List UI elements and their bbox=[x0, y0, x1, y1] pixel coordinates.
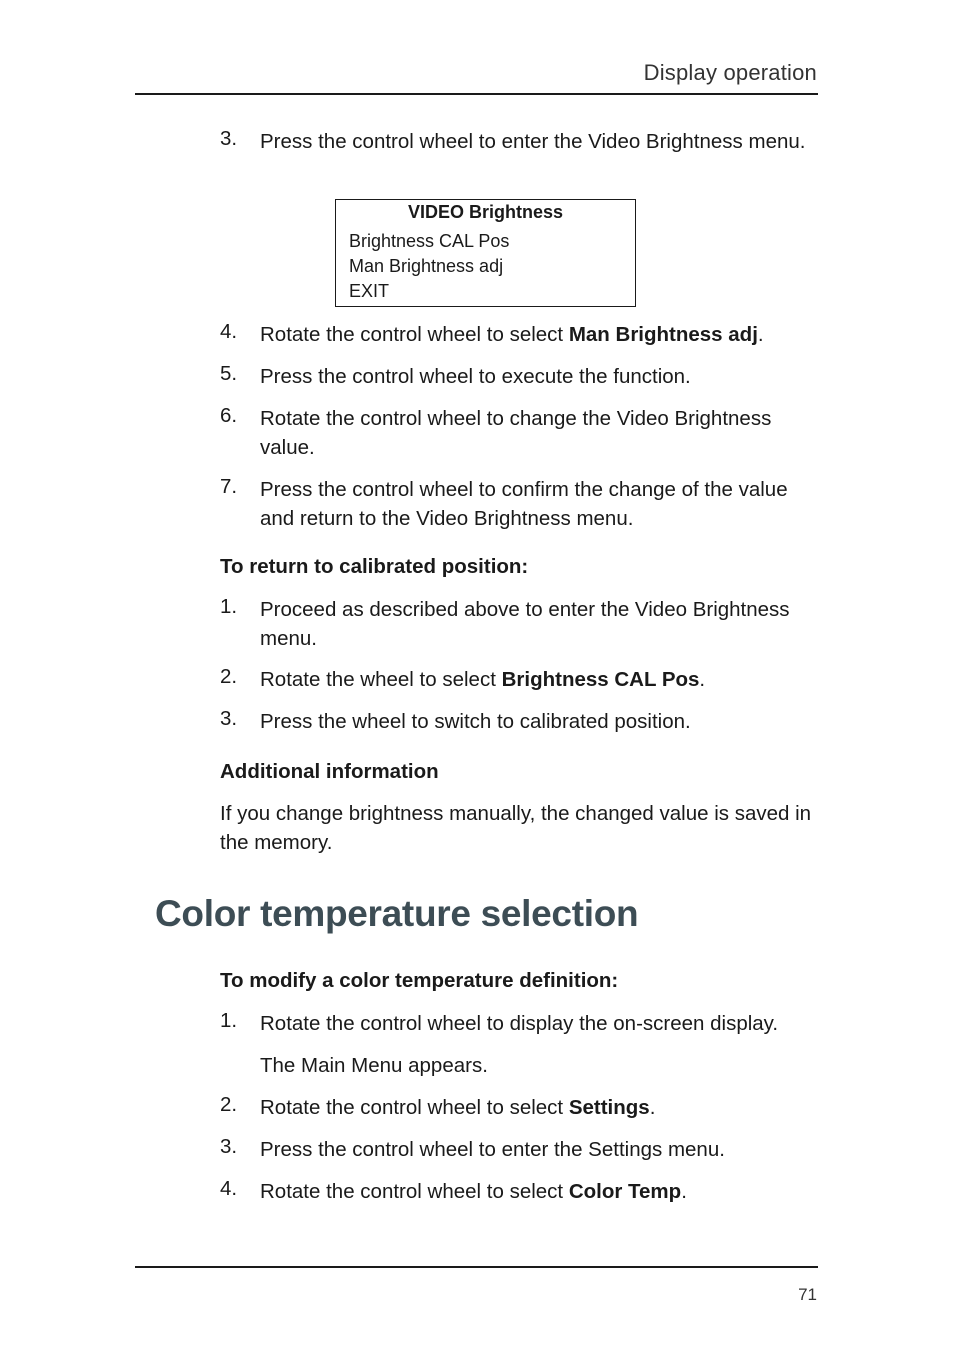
running-header: Display operation bbox=[643, 60, 817, 85]
step-number: 7. bbox=[220, 475, 238, 498]
page-number: 71 bbox=[798, 1285, 817, 1304]
step-number: 4. bbox=[220, 1177, 238, 1200]
section-title: Color temperature selection bbox=[155, 893, 639, 934]
step-number: 1. bbox=[220, 595, 238, 618]
osd-menu-item: EXIT bbox=[349, 281, 390, 301]
step-number: 3. bbox=[220, 127, 238, 150]
osd-menu-title: VIDEO Brightness bbox=[407, 202, 564, 222]
step-text: Press the control wheel to confirm the change of the value and return to the Video Brightness menu. bbox=[260, 478, 788, 530]
step-text: Press the wheel to switch to calibrated position. bbox=[260, 710, 691, 733]
header-rule bbox=[135, 93, 818, 95]
footer-rule bbox=[135, 1266, 818, 1268]
step-number: 1. bbox=[220, 1009, 238, 1032]
section-subheading: To modify a color temperature definition: bbox=[220, 969, 619, 992]
step-text: Press the control wheel to enter the Settings menu. bbox=[260, 1138, 725, 1161]
step-number: 6. bbox=[220, 404, 238, 427]
step-text: Proceed as described above to enter the Video Brightness menu. bbox=[260, 598, 790, 650]
section-subheading: To return to calibrated position: bbox=[220, 555, 529, 578]
step-text: Rotate the control wheel to select Settings. bbox=[260, 1096, 656, 1119]
step-number: 5. bbox=[220, 362, 238, 385]
step-number: 3. bbox=[220, 707, 238, 730]
step-number: 3. bbox=[220, 1135, 238, 1158]
step-text: Rotate the control wheel to select Man Brightness adj. bbox=[260, 323, 764, 346]
step-text: Rotate the control wheel to change the Video Brightness value. bbox=[260, 407, 772, 459]
step-text: Press the control wheel to enter the Video Brightness menu. bbox=[260, 130, 806, 153]
step-text: Rotate the control wheel to display the on-screen display. bbox=[260, 1012, 779, 1035]
step-text: Rotate the control wheel to select Color Temp. bbox=[260, 1180, 687, 1203]
section-subheading: Additional information bbox=[220, 760, 439, 783]
step-text: Press the control wheel to execute the function. bbox=[260, 365, 691, 388]
osd-menu-item: Brightness CAL Pos bbox=[349, 231, 510, 251]
step-number: 2. bbox=[220, 665, 238, 688]
step-number: 2. bbox=[220, 1093, 238, 1116]
step-number: 4. bbox=[220, 320, 238, 343]
osd-menu-box bbox=[335, 199, 636, 307]
paragraph: If you change brightness manually, the changed value is saved in the memory. bbox=[220, 802, 812, 854]
step-note: The Main Menu appears. bbox=[260, 1054, 488, 1077]
osd-menu-item: Man Brightness adj bbox=[349, 256, 504, 276]
step-text: Rotate the wheel to select Brightness CAL Pos. bbox=[260, 668, 706, 691]
